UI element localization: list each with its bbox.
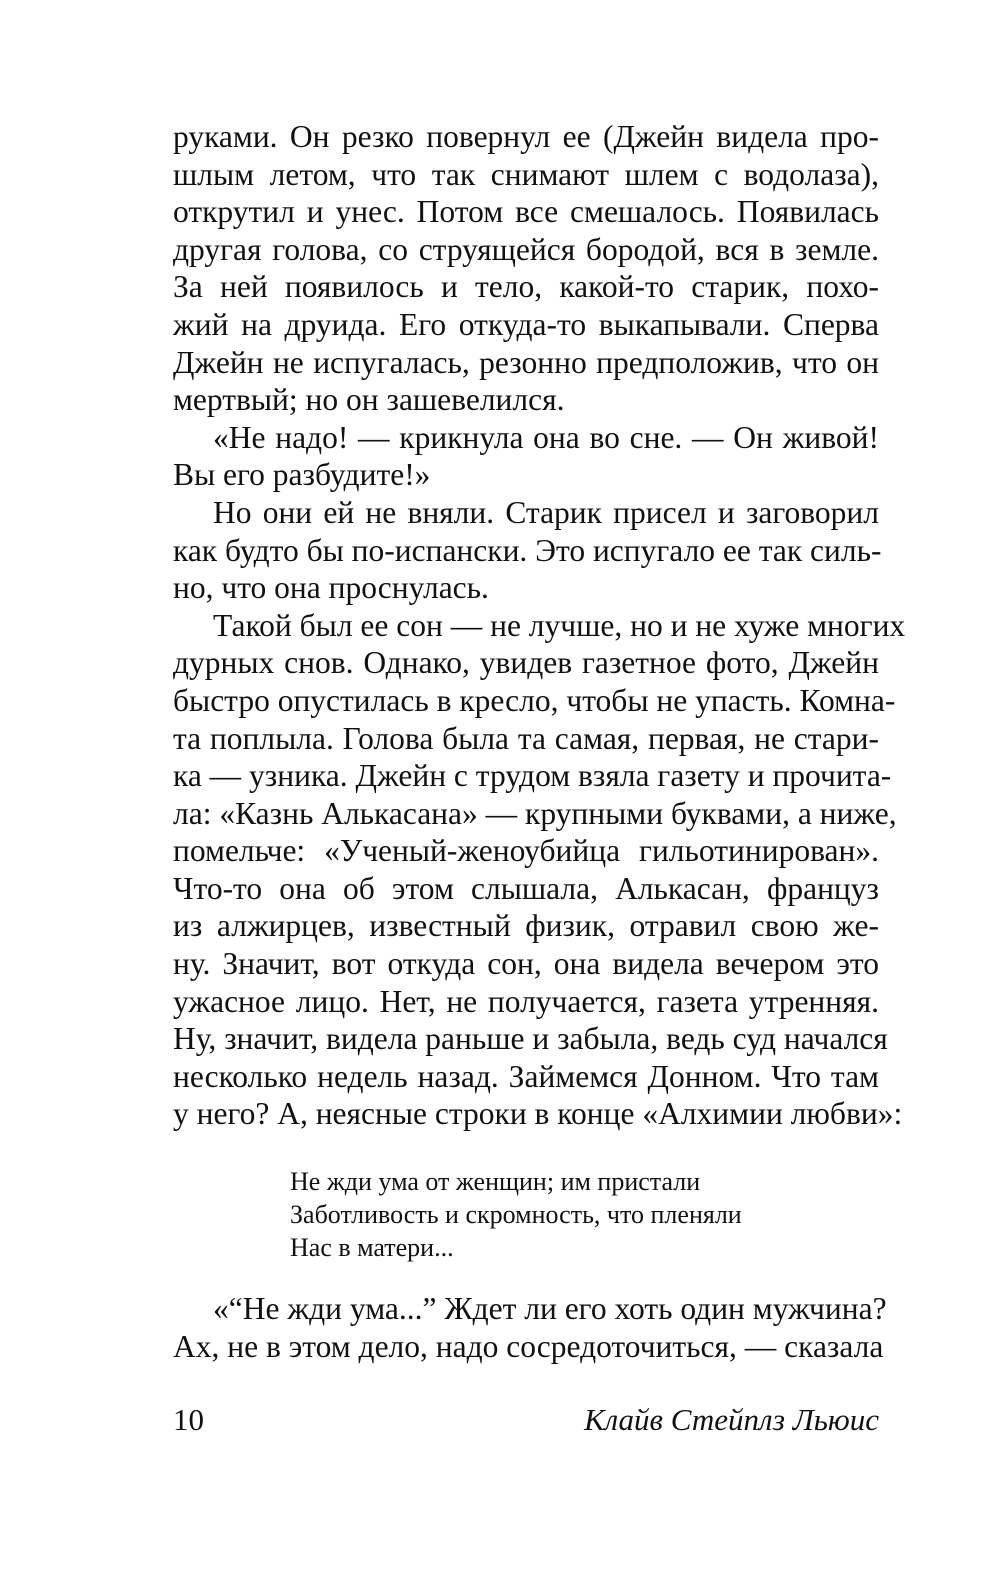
- page-number: 10: [173, 1402, 204, 1437]
- text-line: другая голова, со струящейся бородой, вся в земле.: [173, 231, 879, 267]
- poem-line: Нас в матери...: [290, 1233, 454, 1262]
- text-line: ну. Значит, вот откуда сон, она видела вечером это: [173, 946, 879, 982]
- text-line: та поплыла. Голова была та самая, первая, не стари-: [173, 720, 879, 756]
- text-line: ла: «Казнь Алькасана» — крупными буквами, а ниже,: [173, 795, 897, 831]
- page-footer: [173, 1402, 879, 1442]
- text-line: «“Не жди ума...” Ждет ли его хоть один мужчина?: [213, 1291, 887, 1326]
- text-line: Вы его разбудите!»: [173, 457, 431, 493]
- text-line: шлым летом, что так снимают шлем с водолаза),: [173, 156, 879, 192]
- text-line: из алжирцев, известный физик, отравил свою же-: [173, 908, 879, 944]
- text-line: быстро опустилась в кресло, чтобы не упасть. Комна-: [173, 682, 896, 718]
- text-line: но, что она проснулась.: [173, 570, 489, 606]
- text-line: несколько недель назад. Займемся Донном. Что там: [173, 1058, 879, 1094]
- text-line: как будто бы по-испански. Это испугало ее так силь-: [173, 532, 882, 568]
- continuation-text: [173, 1290, 887, 1365]
- text-line: жий на друида. Его откуда-то выкапывали. Сперва: [173, 306, 879, 342]
- text-line: Что-то она об этом слышала, Алькасан, француз: [173, 870, 879, 906]
- text-line: руками. Он резко повернул ее (Джейн видела про-: [173, 119, 879, 154]
- text-line: ка — узника. Джейн с трудом взяла газету и прочита-: [173, 758, 892, 794]
- text-line: За ней появилось и тело, какой-то старик, похо-: [173, 269, 879, 305]
- text-line: Но они ей не вняли. Старик присел и заговорил: [213, 494, 879, 530]
- running-title-author: Клайв Стейплз Льюис: [584, 1402, 879, 1437]
- text-line: у него? А, неясные строки в конце «Алхимии любви»:: [173, 1096, 903, 1132]
- text-line: ужасное лицо. Нет, не получается, газета утренняя.: [173, 983, 879, 1019]
- text-line: открутил и унес. Потом все смешалось. Появилась: [173, 194, 879, 230]
- poem-quote: [290, 1165, 742, 1264]
- text-line: Ах, не в этом дело, надо сосредоточиться, — сказала: [173, 1328, 884, 1364]
- poem-line: Не жди ума от женщин; им пристали: [290, 1167, 701, 1196]
- main-text: [173, 118, 906, 1133]
- text-line: Ну, значит, видела раньше и забыла, ведь суд начался: [173, 1021, 888, 1057]
- poem-line: Заботливость и скромность, что пленяли: [290, 1200, 742, 1229]
- text-line: «Не надо! — крикнула она во сне. — Он живой!: [213, 419, 879, 455]
- text-line: дурных снов. Однако, увидев газетное фото, Джейн: [173, 645, 879, 681]
- text-line: Такой был ее сон — не лучше, но и не хуже многих: [213, 607, 906, 643]
- text-line: помельче: «Ученый-женоубийца гильотинирован».: [173, 833, 879, 869]
- text-line: Джейн не испугалась, резонно предположив, что он: [173, 344, 879, 380]
- text-line: мертвый; но он зашевелился.: [173, 382, 565, 418]
